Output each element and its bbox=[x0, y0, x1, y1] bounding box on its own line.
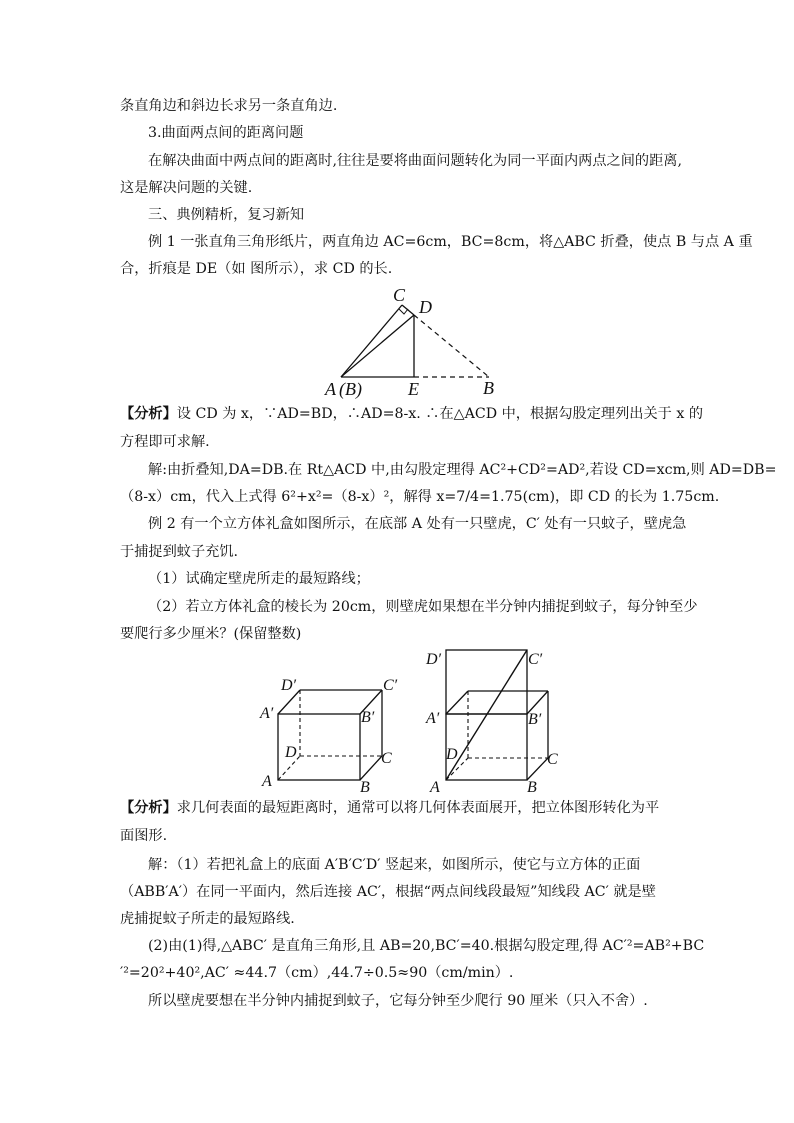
analysis-tag: 【分析】 bbox=[120, 800, 177, 816]
label-A-prime: A′ bbox=[260, 705, 274, 722]
text-line: 在解决曲面中两点间的距离时,往往是要将曲面问题转化为同一平面内两点之间的距离, bbox=[148, 153, 682, 169]
question-1: （1）试确定壁虎所走的最短路线； bbox=[148, 571, 370, 587]
label-A-prime: A′ bbox=[426, 710, 440, 727]
text-line: 面图形. bbox=[120, 828, 168, 844]
label-B: B bbox=[483, 378, 494, 398]
solution-1-text: （8-x）cm，代入上式得 6²+x²=（8-x）²，解得 x=7/4=1.75(cm)，即 CD 的长为 1.75cm. bbox=[120, 489, 720, 505]
label-A: A bbox=[430, 779, 440, 796]
analysis-1 bbox=[120, 404, 703, 424]
unfolded-front-face bbox=[446, 714, 527, 780]
label-B-paren: (B) bbox=[339, 379, 362, 399]
label-E: E bbox=[408, 379, 419, 399]
segment-AD bbox=[341, 315, 414, 377]
cube-figure bbox=[255, 668, 415, 796]
label-C: C bbox=[393, 285, 406, 305]
question-2: 要爬行多少厘米？(保留整数) bbox=[120, 626, 302, 642]
solution-2-text: (2)由(1)得,△ABC′ 是直角三角形,且 AB=20,BC′=40.根据勾股定理,得 AC′²=AB²+BC bbox=[148, 938, 705, 954]
label-C: C bbox=[547, 751, 558, 768]
label-D-prime: D′ bbox=[426, 651, 442, 668]
triangle-fold-figure bbox=[315, 283, 505, 399]
label-B-prime: B′ bbox=[361, 709, 375, 726]
example-1-text: 合，折痕是 DE（如 图所示），求 CD 的长. bbox=[120, 261, 393, 277]
text-line: 方程即可求解. bbox=[120, 434, 210, 450]
conclusion-text: 所以壁虎要想在半分钟内捕捉到蚊子，它每分钟至少爬行 90 厘米（只入不舍）. bbox=[148, 993, 648, 1009]
text-line: 条直角边和斜边长求另一条直角边. bbox=[120, 98, 338, 114]
solution-2-text: ′²=20²+40²,AC′ ≈44.7（cm）,44.7÷0.5≈90（cm/min）. bbox=[120, 965, 514, 981]
analysis-text: 求几何表面的最短距离时，通常可以将几何体表面展开，把立体图形转化为平 bbox=[176, 800, 660, 816]
text-line: 这是解决问题的关键. bbox=[120, 180, 253, 196]
edge-BC-back bbox=[527, 758, 548, 780]
analysis-2 bbox=[120, 798, 659, 818]
label-C: C bbox=[381, 750, 392, 767]
unfolded-top-face bbox=[446, 650, 527, 714]
segment-AC bbox=[341, 305, 402, 377]
edge-A1D1-back bbox=[446, 691, 468, 714]
example-2-text: 例 2 有一个立方体礼盒如图所示，在底部 A 处有一只壁虎，C′ 处有一只蚊子，壁虎急 bbox=[148, 516, 687, 532]
label-D-prime: D′ bbox=[281, 677, 297, 694]
label-A: A bbox=[262, 773, 272, 790]
section-heading: 三、典例精析，复习新知 bbox=[148, 207, 305, 223]
shortest-path-AC-prime bbox=[446, 650, 527, 780]
analysis-tag: 【分析】 bbox=[120, 406, 177, 422]
right-angle-mark bbox=[399, 309, 408, 314]
dashed-DB bbox=[414, 315, 489, 377]
example-2-text: 于捕捉到蚊子充饥. bbox=[120, 544, 239, 560]
label-D: D bbox=[446, 746, 458, 763]
label-B-prime: B′ bbox=[528, 711, 542, 728]
unfolded-cube-figure bbox=[422, 646, 572, 798]
question-2: （2）若立方体礼盒的棱长为 20cm，则壁虎如果想在半分钟内捕捉到蚊子，每分钟至少 bbox=[148, 599, 698, 615]
solution-1-text: 解:由折叠知,DA=DB.在 Rt△ACD 中,由勾股定理得 AC²+CD²=AD²,若设 CD=xcm,则 AD=DB= bbox=[148, 462, 777, 478]
edge-BC bbox=[360, 756, 382, 780]
label-B: B bbox=[527, 779, 537, 796]
example-1-text: 例 1 一张直角三角形纸片，两直角边 AC=6cm，BC=8cm，将△ABC 折叠，使点 B 与点 A 重 bbox=[148, 234, 753, 250]
label-D: D bbox=[419, 297, 432, 317]
label-C-prime: C′ bbox=[528, 651, 543, 668]
analysis-text: 设 CD 为 x，∵AD=BD，∴AD=8-x. ∴在△ACD 中，根据勾股定理列出关于 x 的 bbox=[176, 406, 704, 422]
solution-2-text: 解：（1）若把礼盒上的底面 A′B′C′D′ 竖起来，如图所示，使它与立方体的正面 bbox=[148, 857, 641, 873]
label-A: A bbox=[325, 379, 336, 399]
label-C-prime: C′ bbox=[383, 677, 398, 694]
section-heading: 3.曲面两点间的距离问题 bbox=[148, 125, 304, 141]
label-B: B bbox=[360, 779, 370, 796]
solution-2-text: 虎捕捉蚊子所走的最短路线. bbox=[120, 911, 295, 927]
solution-2-text: （ABB′A′）在同一平面内，然后连接 AC′，根据“两点间线段最短”知线段 AC′ 就是壁 bbox=[120, 884, 656, 900]
label-D: D bbox=[285, 744, 297, 761]
